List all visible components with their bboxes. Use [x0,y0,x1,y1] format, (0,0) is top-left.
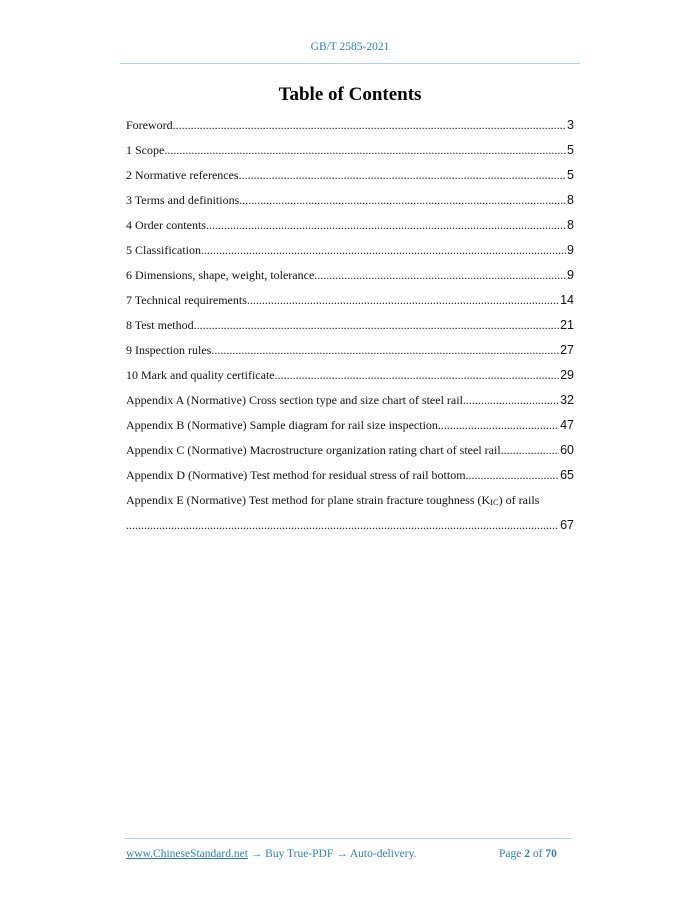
toc-entry-page: 67 [560,518,574,532]
toc-entry-test-method[interactable] [126,313,574,338]
toc-entry-page: 9 [567,268,574,282]
toc-entry-label: 2 Normative references [126,168,239,182]
toc-entry-inspection-rules[interactable] [126,338,574,363]
toc-entry-page: 21 [560,318,574,332]
arrow-icon: → [247,848,266,860]
toc-entry-label: 10 Mark and quality certificate [126,368,275,382]
toc-entry-label [126,488,539,515]
leader-dots [211,338,559,363]
leader-dots [201,238,566,263]
toc-entry-page: 3 [567,118,574,132]
toc-entry-label: Appendix D (Normative) Test method for residual stress of rail bottom [126,468,466,482]
toc-entry-page: 32 [560,393,574,407]
toc-entry-label-text-end: ) of rails [498,493,540,507]
toc-entry-label: 8 Test method [126,318,194,332]
auto-delivery-text: Auto-delivery. [349,848,417,860]
leader-dots [164,138,566,163]
site-link[interactable]: www.ChineseStandard.net [126,848,248,860]
leader-dots [194,313,559,338]
toc-entry-page: 65 [560,468,574,482]
toc-entry-classification[interactable] [126,238,574,263]
toc-entry-appendix-b[interactable] [126,413,574,438]
toc-entry-dimensions[interactable] [126,263,574,288]
toc-entry-label: 7 Technical requirements [126,293,247,307]
leader-dots [239,163,566,188]
toc-entry-appendix-c[interactable] [126,438,574,463]
buy-true-pdf-text: Buy True-PDF [265,848,334,860]
leader-dots [206,213,566,238]
toc-entry-label: 6 Dimensions, shape, weight, tolerance [126,268,315,282]
toc-entry-page: 5 [567,143,574,157]
toc-entry-label: Appendix B (Normative) Sample diagram for rail size inspection [126,418,438,432]
toc-entry-page: 9 [567,243,574,257]
page-prefix: Page [499,848,522,860]
toc-entry-page: 60 [560,443,574,457]
toc-entry-label: Foreword [126,118,173,132]
toc-entry-technical-requirements[interactable] [126,288,574,313]
toc-entry-page: 8 [567,193,574,207]
leader-dots [314,263,566,288]
footer-promo [126,848,417,860]
footer-divider [124,838,572,839]
toc-entry-label: 1 Scope [126,143,165,157]
page-indicator [499,848,557,860]
toc-entry-scope[interactable] [126,138,574,163]
table-of-contents [126,113,574,538]
current-page-number: 2 [524,848,530,860]
standard-code: GB/T 2585-2021 [310,41,390,53]
header-divider [120,63,580,64]
toc-entry-foreword[interactable] [126,113,574,138]
toc-entry-label: Appendix C (Normative) Macrostructure organization rating chart of steel rail [126,443,501,457]
toc-entry-appendix-a[interactable] [126,388,574,413]
toc-entry-mark-and-quality[interactable] [126,363,574,388]
page-title: Table of Contents [278,84,422,105]
toc-entry-appendix-e-continuation[interactable] [126,513,574,538]
total-page-count: 70 [545,848,557,860]
toc-entry-label-subscript: IC [490,497,499,507]
page-of: of [532,848,543,860]
toc-entry-label: 4 Order contents [126,218,206,232]
leader-dots [501,438,559,463]
toc-entry-page: 8 [567,218,574,232]
toc-entry-page: 29 [560,368,574,382]
leader-dots [438,413,559,438]
document-header [0,41,700,53]
toc-entry-label: 3 Terms and definitions [126,193,240,207]
toc-entry-page: 27 [560,343,574,357]
leader-dots [126,513,559,538]
toc-entry-normative-references[interactable] [126,163,574,188]
leader-dots [173,113,566,138]
toc-entry-label: 5 Classification [126,243,201,257]
toc-entry-page: 47 [560,418,574,432]
leader-dots [275,363,559,388]
toc-entry-label: 9 Inspection rules [126,343,212,357]
toc-entry-appendix-d[interactable] [126,463,574,488]
toc-entry-label: Appendix A (Normative) Cross section type and size chart of steel rail [126,393,463,407]
toc-entry-label-text: Appendix E (Normative) Test method for plane strain fracture toughness (K [126,493,491,507]
toc-entry-page: 14 [560,293,574,307]
toc-entry-appendix-e[interactable] [126,488,574,513]
leader-dots [466,463,560,488]
toc-entry-page: 5 [567,168,574,182]
toc-entry-terms-and-definitions[interactable] [126,188,574,213]
leader-dots [247,288,559,313]
leader-dots [239,188,566,213]
arrow-icon: → [333,848,350,860]
leader-dots [463,388,559,413]
toc-entry-order-contents[interactable] [126,213,574,238]
